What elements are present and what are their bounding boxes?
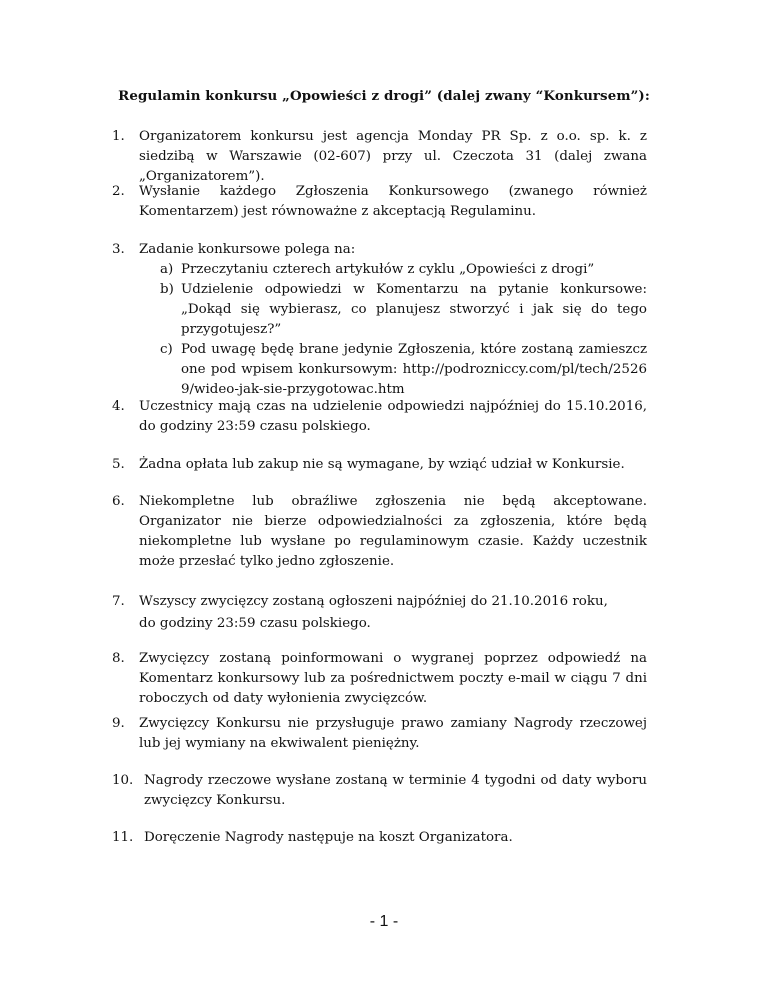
list-item — [112, 240, 647, 400]
item-text: Żadna opłata lub zakup nie są wymagane, by wziąć udział w Konkursie. — [139, 457, 625, 472]
item-number: 4. — [112, 399, 125, 414]
sub-item-letter: c) — [160, 342, 173, 357]
item-number: 5. — [112, 457, 125, 472]
page-number: - 1 - — [369, 913, 399, 930]
item-text: Doręczenie Nagrody następuje na koszt Organizatora. — [144, 830, 513, 845]
item-text: Niekompletne lub obraźliwe zgłoszenia nie będą akceptowane. Organizator nie bierze odpowiedzialności za zgłoszenia, które będą niekompletne lub wysłane po regulaminowym czasie. Każdy uczestnik może przesłać tylko jedno zgłoszenie. — [139, 494, 647, 569]
item-number: 8. — [112, 651, 125, 666]
item-text: Organizatorem konkursu jest agencja Monday PR Sp. z o.o. sp. k. z siedzibą w Warszawie (02-607) przy ul. Czeczota 31 (dalej zwana „Organizatorem”). — [139, 129, 647, 184]
list-item — [112, 182, 647, 222]
item-number: 1. — [112, 129, 125, 144]
sub-item-letter: b) — [160, 282, 174, 297]
item-number: 10. — [112, 773, 134, 788]
sub-item — [160, 280, 647, 340]
item-text: Wysłanie każdego Zgłoszenia Konkursowego (zwanego również Komentarzem) jest równoważne z akceptacją Regulaminu. — [139, 184, 647, 219]
sub-item — [160, 260, 647, 280]
list-item — [112, 771, 647, 811]
sub-item-text: Pod uwagę będę brane jedynie Zgłoszenia, które zostaną zamieszczone pod wpisem konkursowym: http://podrozniccy.com/pl/tech/25269/wideo-jak-sie-przygotowac.htm — [181, 342, 647, 397]
sub-item-text: Udzielenie odpowiedzi w Komentarzu na pytanie konkursowe: „Dokąd się wybierasz, co planujesz stworzyć i jak się do tego przygotujesz?” — [181, 282, 647, 337]
item-text: Zadanie konkursowe polega na: — [139, 242, 356, 257]
sub-item-letter: a) — [160, 262, 174, 277]
list-item — [112, 714, 647, 754]
list-item — [112, 828, 647, 848]
sub-item-text: Przeczytaniu czterech artykułów z cyklu „Opowieści z drogi” — [181, 262, 595, 277]
list-item — [112, 397, 647, 437]
item-text-line: do godziny 23:59 czasu polskiego. — [139, 616, 371, 631]
item-number: 9. — [112, 716, 125, 731]
item-number: 3. — [112, 242, 125, 257]
list-item — [112, 649, 647, 709]
document-title: Regulamin konkursu „Opowieści z drogi” (dalej zwany “Konkursem”): — [118, 88, 650, 104]
list-item — [112, 592, 647, 634]
item-text: Zwycięzcy zostaną poinformowani o wygranej poprzez odpowiedź na Komentarz konkursowy lub za pośrednictwem poczty e-mail w ciągu 7 dni roboczych od daty wyłonienia zwycięzców. — [139, 651, 647, 706]
item-number: 2. — [112, 184, 125, 199]
list-item — [112, 127, 647, 187]
item-number: 6. — [112, 494, 125, 509]
item-text — [139, 592, 647, 634]
item-text-line: Wszyscy zwycięzcy zostaną ogłoszeni najpóźniej do 21.10.2016 roku, — [139, 594, 608, 609]
item-text: Zwycięzcy Konkursu nie przysługuje prawo zamiany Nagrody rzeczowej lub jej wymiany na ekwiwalent pieniężny. — [139, 716, 647, 751]
item-number: 11. — [112, 830, 134, 845]
list-item — [112, 492, 647, 572]
sub-item — [160, 340, 647, 400]
item-text: Nagrody rzeczowe wysłane zostaną w terminie 4 tygodni od daty wyboru zwycięzcy Konkursu. — [144, 773, 647, 808]
item-text: Uczestnicy mają czas na udzielenie odpowiedzi najpóźniej do 15.10.2016, do godziny 23:59 czasu polskiego. — [139, 399, 647, 434]
list-item — [112, 455, 647, 475]
item-number: 7. — [112, 594, 125, 609]
